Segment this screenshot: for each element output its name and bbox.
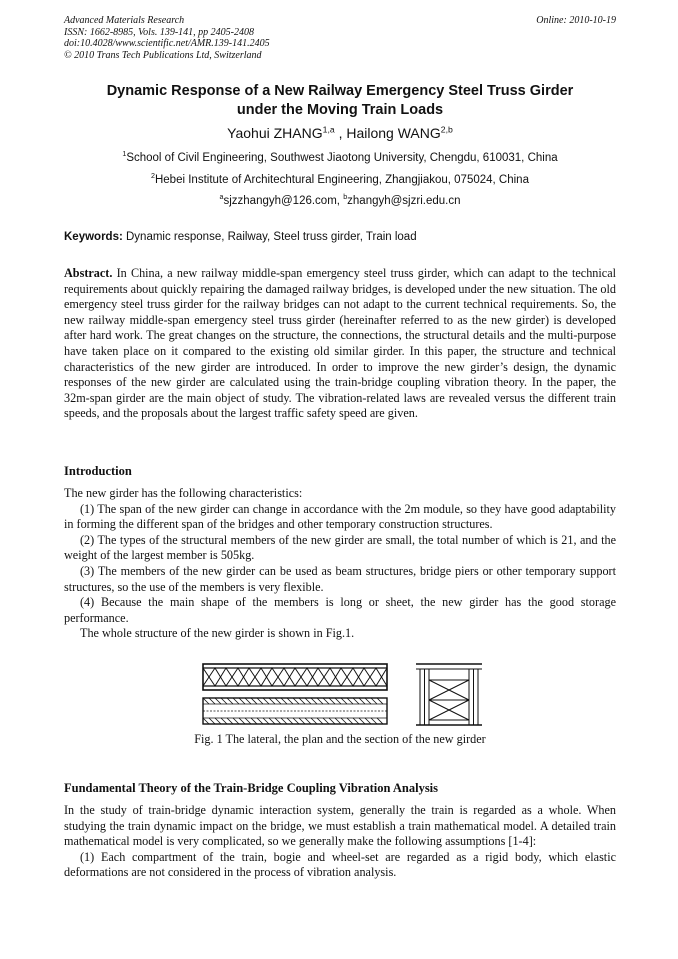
email-2-mark: b xyxy=(343,193,348,202)
author-1-affiliation-mark: 1,a xyxy=(322,124,335,135)
affiliation-2-text: Hebei Institute of Architechtural Engineering, Zhangjiakou, 075024, China xyxy=(154,174,529,186)
keywords-text: Dynamic response, Railway, Steel truss girder, Train load xyxy=(122,231,417,243)
truss-girder-figure xyxy=(200,660,500,730)
copyright-line: © 2010 Trans Tech Publications Ltd, Switzerland xyxy=(64,49,262,61)
paper-title xyxy=(64,82,616,120)
journal-name: Advanced Materials Research xyxy=(64,15,185,26)
section-view-truss xyxy=(416,664,482,725)
intro-item-4: (4) Because the main shape of the members is long or sheet, the new girder has the good storage performance. xyxy=(64,595,616,625)
journal-header xyxy=(64,15,616,61)
abstract-label: Abstract. xyxy=(64,266,113,280)
email-2[interactable]: zhangyh@sjzri.edu.cn xyxy=(347,195,461,207)
affiliation-1-text: School of Civil Engineering, Southwest Jiaotong University, Chengdu, 610031, China xyxy=(126,152,558,164)
email-1[interactable]: sjzzhangyh@126.com, xyxy=(223,195,344,207)
affiliation-2-mark: 2 xyxy=(151,172,155,181)
theory-heading: Fundamental Theory of the Train-Bridge Coupling Vibration Analysis xyxy=(64,781,439,795)
keywords-label: Keywords: xyxy=(64,231,123,243)
intro-fig-reference: The whole structure of the new girder is shown in Fig.1. xyxy=(80,626,355,641)
lateral-view-truss xyxy=(203,664,387,690)
author-2: Hailong WANG xyxy=(346,125,441,141)
abstract-text: In China, a new railway middle-span emergency steel truss girder, which can adapt to the technical requirements about quickly repairing the damaged railway bridges, is developed under the new situation. The old emergency steel truss girder for the railway bridges can not adapt to the current technical requirements. So, the new railway middle-span emergency steel truss girder (hereinafter referred to as the new girder) is developed after hard work. The great changes on the structure, the connections, the structural details and the multi-purpose have taken place on it compared to the existing old similar girder. In this paper, the structure and technical characteristics of the new girder are introduced. In order to improve the new girder’s design, the dynamic responses of the new girder are calculated using the train-bridge coupling vibration theory. In the paper, the 32m-span girder are the main object of study. The vibration-related laws are revealed versus the different train speeds, and the proposals about the largest traffic safety speed are given. xyxy=(64,266,616,421)
author-2-affiliation-mark: 2,b xyxy=(440,124,453,135)
title-line-2: under the Moving Train Loads xyxy=(236,102,444,118)
author-emails xyxy=(64,194,616,208)
intro-item-2: (2) The types of the structural members of the new girder are small, the total number of which is 21, and the weight of the largest member is 505kg. xyxy=(64,532,616,563)
affiliation-1 xyxy=(64,151,616,165)
author-1: Yaohui ZHANG xyxy=(227,125,323,141)
title-line-1: Dynamic Response of a New Railway Emergency Steel Truss Girder xyxy=(106,83,574,99)
author-list xyxy=(64,124,616,142)
introduction-heading: Introduction xyxy=(64,464,132,478)
affiliation-2 xyxy=(64,173,616,187)
theory-paragraph-2: (1) Each compartment of the train, bogie and wheel-set are regarded as a rigid body, which elastic deformations are not considered in the process of vibration analysis. xyxy=(64,849,616,880)
intro-item-3: (3) The members of the new girder can be used as beam structures, bridge piers or other temporary support structures, so the use of the members is very flexible. xyxy=(64,563,616,594)
online-date: Online: 2010-10-19 xyxy=(536,15,616,26)
figure-caption: Fig. 1 The lateral, the plan and the section of the new girder xyxy=(194,732,486,746)
introduction-body xyxy=(64,486,616,642)
email-1-mark: a xyxy=(219,193,224,202)
intro-lead: The new girder has the following characteristics: xyxy=(64,486,303,500)
plan-view-truss xyxy=(203,698,387,724)
abstract xyxy=(64,266,616,422)
keywords xyxy=(64,230,616,244)
author-separator: , xyxy=(334,125,347,141)
doi-line: doi:10.4028/www.scientific.net/AMR.139-141.2405 xyxy=(64,38,270,49)
affiliation-1-mark: 1 xyxy=(122,150,127,159)
issn-line: ISSN: 1662-8985, Vols. 139-141, pp 2405-2408 xyxy=(64,26,254,38)
theory-paragraph-1: In the study of train-bridge dynamic interaction system, generally the train is regarded as a whole. When studying the train dynamic impact on the bridge, we must establish a train mathematical model. A detailed train mathematical model is very complicated, so we generally make the following assumptions [1-4]: xyxy=(64,803,616,849)
theory-body xyxy=(64,803,616,881)
intro-item-1: (1) The span of the new girder can change in accordance with the 2m module, so they have good adaptability in forming the different span of the bridges and other temporary construction structures. xyxy=(64,501,616,532)
